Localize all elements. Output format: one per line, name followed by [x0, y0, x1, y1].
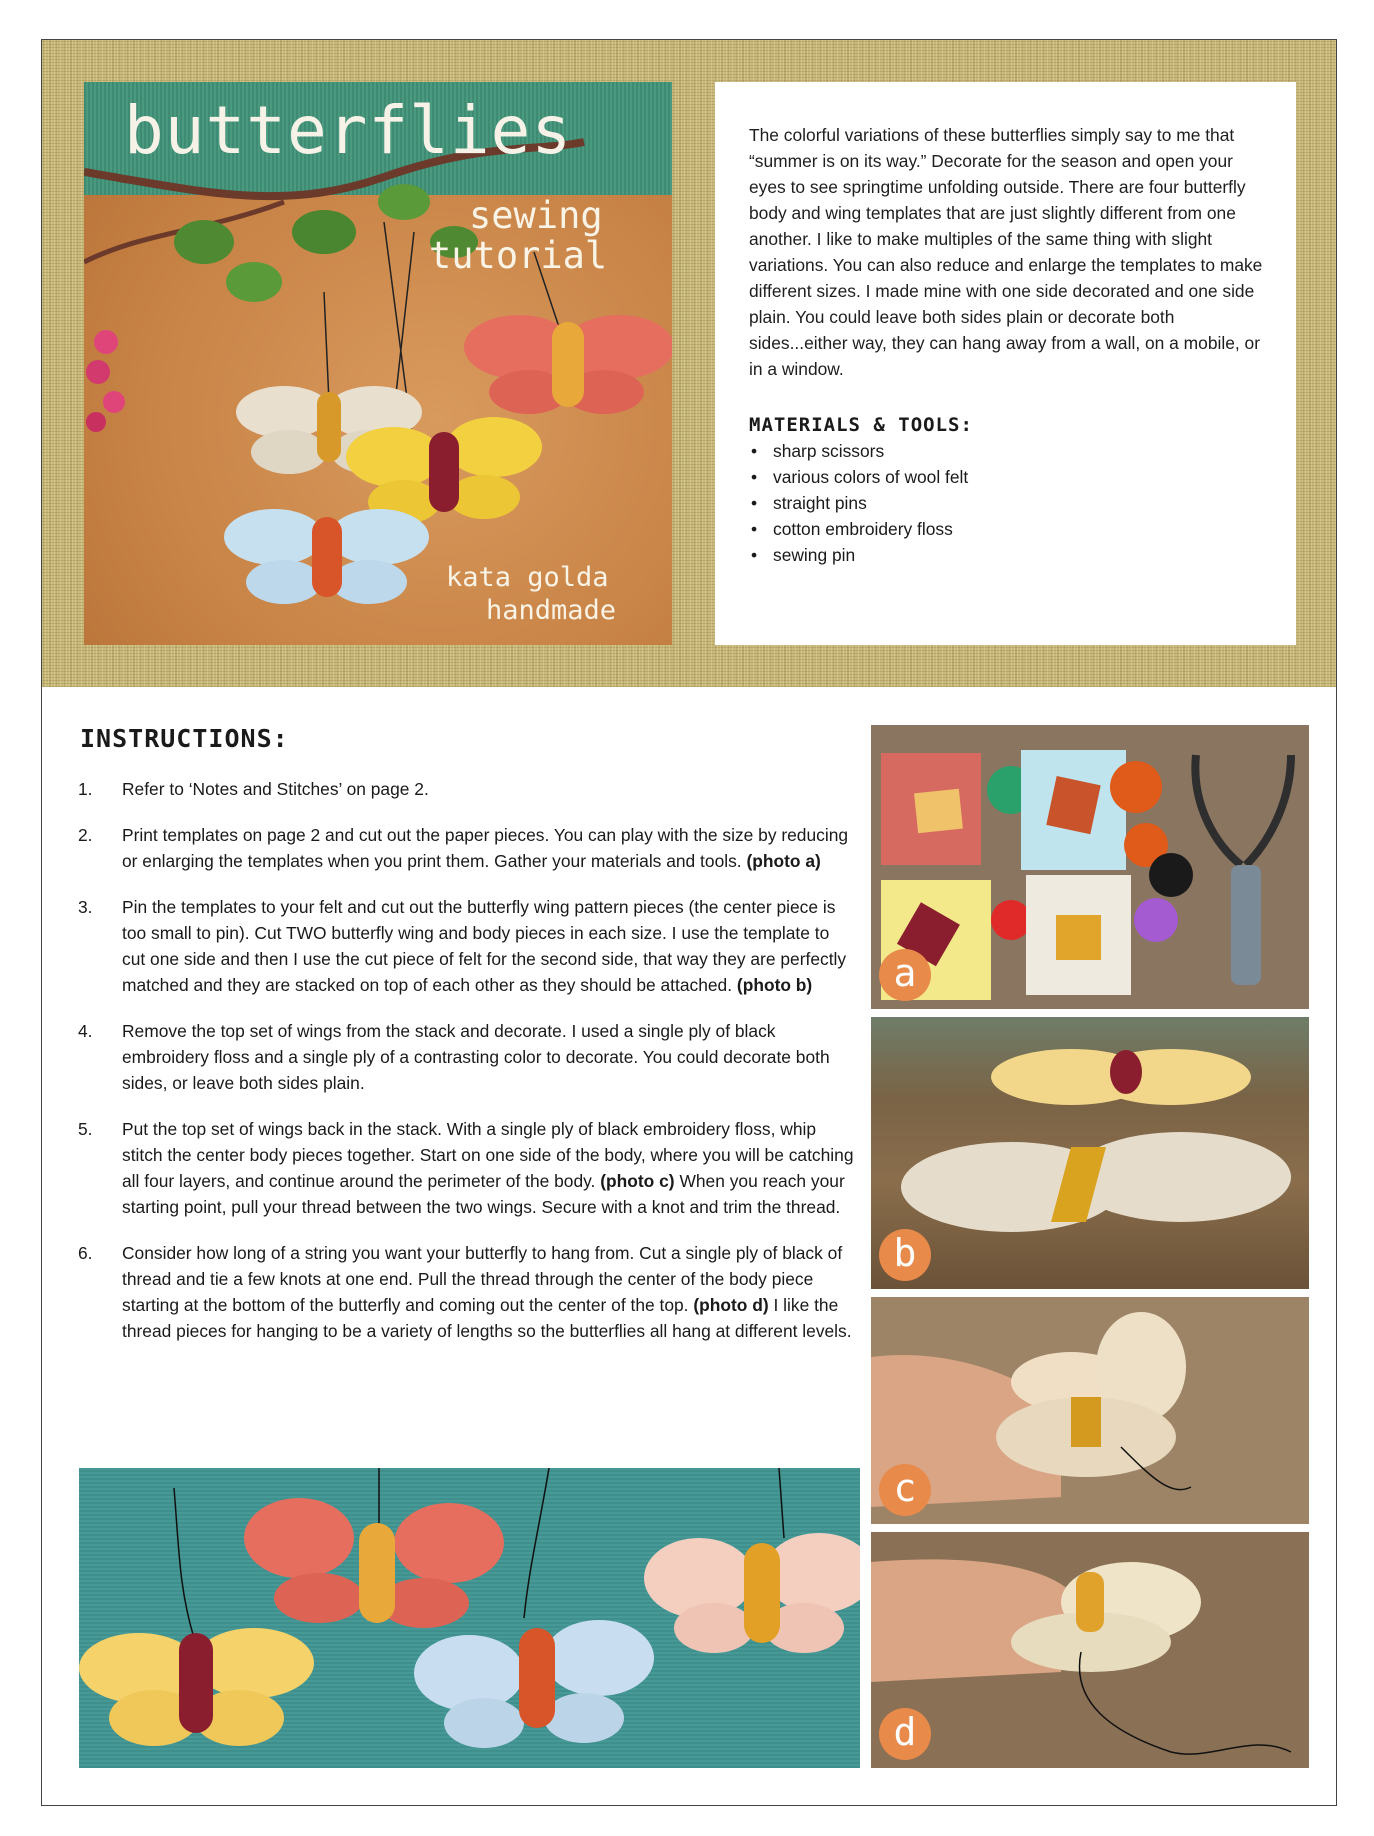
step-number: 3. [78, 897, 93, 917]
butterflies-photo [79, 1468, 860, 1768]
hero-photo [84, 82, 672, 645]
instruction-step [78, 894, 856, 998]
step-number: 4. [78, 1021, 93, 1041]
instruction-step [78, 822, 856, 874]
photo-d [871, 1532, 1309, 1768]
intro-paragraph: The colorful variations of these butterflies simply say to me that “summer is on its way.” Decorate for the season and open your eyes to see springtime unfolding outside. There are four butterfly body and wing templates that are just slightly different from one another. I like to make multiples of the same thing with slight variations. You can also reduce and enlarge the templates to make different sizes. I made mine with one side decorated and one side plain. You could leave both sides plain or decorate both sides...either way, they can hang away from a wall, on a mobile, or in a window. [749, 125, 1263, 379]
step-text: Remove the top set of wings from the stack and decorate. I used a single ply of black embroidery floss and a single ply of a contrasting color to decorate. You could decorate both sides, or leave both sides plain. [122, 1021, 830, 1093]
whip-stitch-illustration [871, 1297, 1309, 1524]
step-text: Print templates on page 2 and cut out the paper pieces. You can play with the size by reducing or enlarging the templates when you print them. Gather your materials and tools. [122, 825, 849, 871]
photo-label-a: a [879, 949, 931, 1001]
photo-reference: (photo b) [736, 975, 813, 995]
hero-subtitle-line1: sewing [469, 194, 603, 237]
photo-reference: (photo d) [693, 1295, 774, 1315]
instruction-step [78, 1240, 856, 1344]
instruction-step [78, 776, 856, 802]
instruction-step [78, 1018, 856, 1096]
stacked-wings-illustration [871, 1017, 1309, 1289]
intro-card [715, 82, 1296, 645]
photo-reference: (photo a) [746, 851, 821, 871]
materials-item: • various colors of wool felt [749, 464, 1268, 490]
instructions-title: INSTRUCTIONS: [80, 724, 289, 753]
materials-item: • sharp scissors [749, 438, 1268, 464]
materials-title: MATERIALS & TOOLS: [749, 414, 973, 436]
step-text-continued: I like the thread pieces for hanging to be a variety of lengths so the butterflies all hang at different levels. [122, 1295, 852, 1341]
step-text: Pin the templates to your felt and cut out the butterfly wing pattern pieces (the center piece is too small to pin). Cut TWO butterfly wing and body pieces in each size. I use the template to cut one side and then I use the cut piece of felt for the second side, that way they are perfectly matched and they are stacked on top of each other as they should be attached. [122, 897, 847, 995]
step-text: Put the top set of wings back in the stack. With a single ply of black embroidery floss, whip stitch the center body pieces together. Start on one side of the body, where you will be catching all four layers, and continue around the perimeter of the body. [122, 1119, 854, 1191]
materials-item: • sewing pin [749, 542, 1268, 568]
step-number: 5. [78, 1119, 93, 1139]
instruction-step [78, 1116, 856, 1220]
materials-illustration [871, 725, 1309, 1009]
photo-label-c: c [879, 1464, 931, 1516]
step-number: 2. [78, 825, 93, 845]
hero-title: butterflies [124, 92, 573, 169]
instructions-list [78, 776, 856, 1364]
photo-a [871, 725, 1309, 1009]
hanging-thread-illustration [871, 1532, 1309, 1768]
photo-reference: (photo c) [600, 1171, 680, 1191]
photo-label-d: d [879, 1708, 931, 1760]
step-number: 6. [78, 1243, 93, 1263]
photo-label-b: b [879, 1229, 931, 1281]
hero-subtitle-line2: tutorial [429, 234, 608, 277]
hero-brand-line2: handmade [486, 595, 617, 626]
step-number: 1. [78, 779, 93, 799]
step-text-continued: When you reach your starting point, pull your thread between the two wings. Secure with a knot and trim the thread. [122, 1171, 845, 1217]
materials-item: • cotton embroidery floss [749, 516, 1268, 542]
step-text: Refer to ‘Notes and Stitches’ on page 2. [122, 779, 429, 799]
materials-list [749, 438, 1268, 568]
hero-brand-line1: kata golda [446, 562, 609, 593]
step-text: Consider how long of a string you want your butterfly to hang from. Cut a single ply of black of thread and tie a few knots at one end. Pull the thread through the center of the body piece starting at the bottom of the butterfly and coming out the center of the top. [122, 1243, 843, 1315]
photo-b [871, 1017, 1309, 1289]
photo-c [871, 1297, 1309, 1524]
materials-item: • straight pins [749, 490, 1268, 516]
butterflies-on-teal-illustration [79, 1468, 860, 1768]
